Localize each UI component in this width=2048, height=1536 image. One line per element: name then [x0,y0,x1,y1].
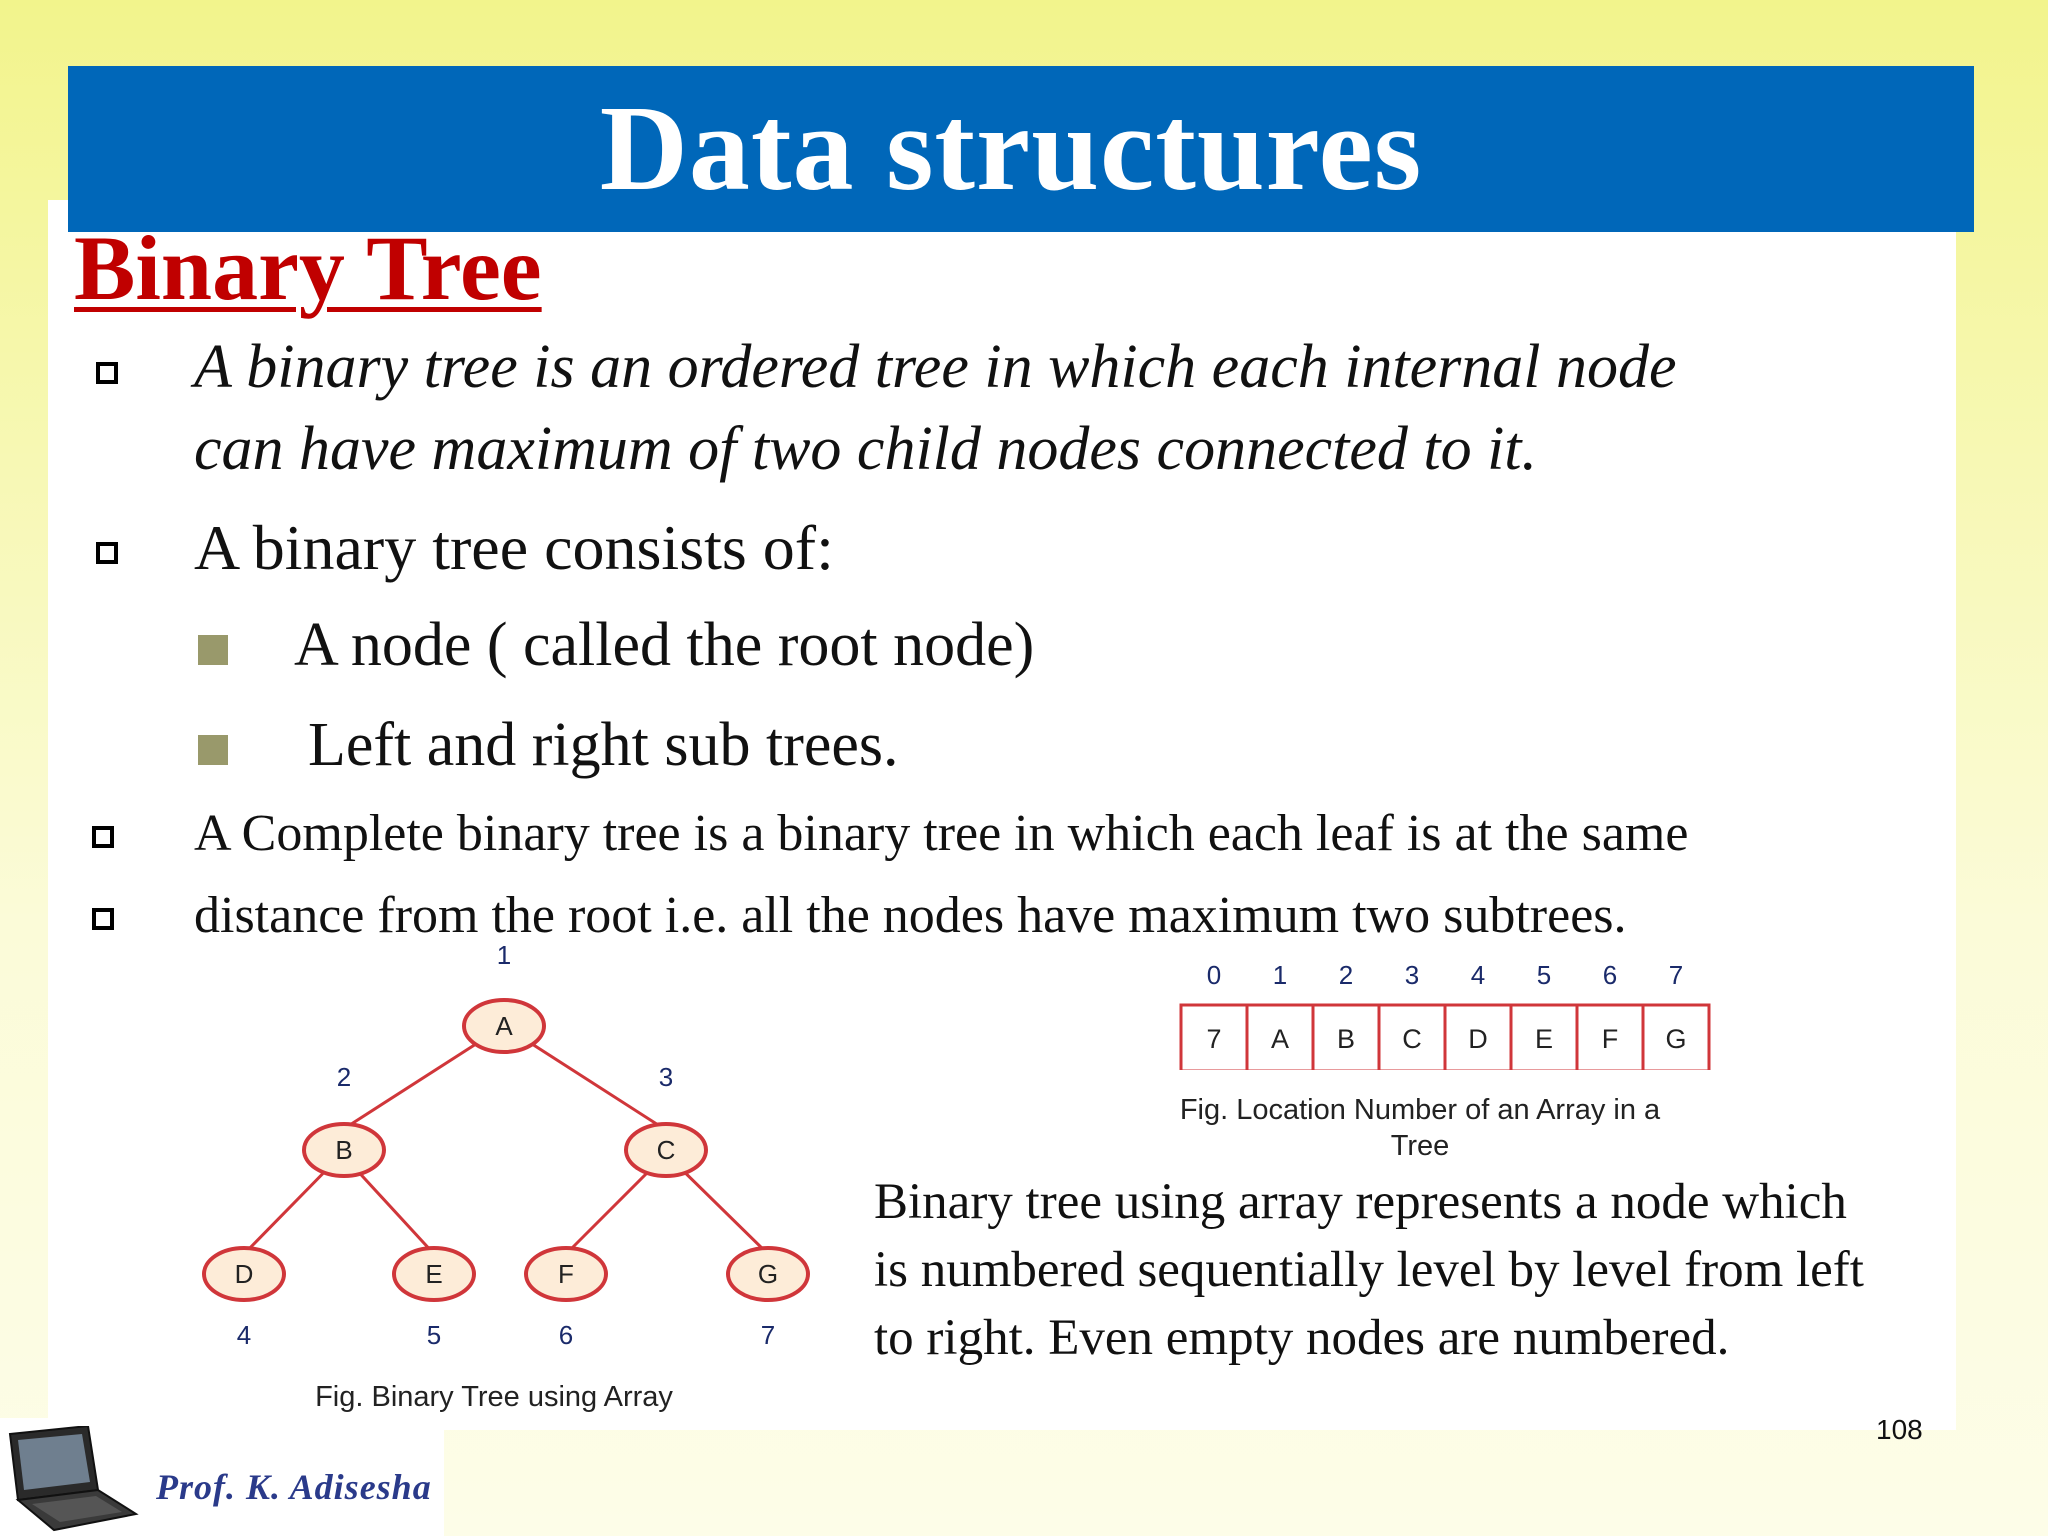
array-cell: E [1534,1024,1554,1054]
array-caption-line-2: Tree [1390,1130,1450,1162]
array-index: 0 [1206,960,1222,990]
tree-node-number: 1 [496,940,512,970]
tree-node-label: E [425,1259,443,1289]
bullet-3: A Complete binary tree is a binary tree in which each leaf is at the same [194,805,1689,862]
array-caption [1160,1092,1680,1164]
description-line-3: to right. Even empty nodes are numbered. [874,1310,1730,1366]
description-paragraph [874,1168,1984,1372]
tree-node-label: D [234,1259,254,1289]
bullet-box-icon [92,826,114,848]
tree-node-number: 4 [236,1320,252,1350]
tree-node-label: B [335,1135,353,1165]
tree-node-d [204,1248,284,1300]
description-line-1: Binary tree using array represents a node which [874,1174,1847,1230]
bullet-box-icon [96,362,118,384]
tree-node-a [464,1000,544,1052]
tree-node-c [626,1124,706,1176]
array-figure [1170,950,1720,1070]
tree-node-label: C [656,1135,676,1165]
array-cell: C [1402,1024,1422,1054]
array-cell: 7 [1206,1024,1222,1054]
bullet-4: distance from the root i.e. all the nodes have maximum two subtrees. [194,887,1627,944]
laptop-icon [2,1426,142,1536]
array-caption-line-1: Fig. Location Number of an Array in a [1179,1094,1661,1126]
bullet-1-line-1: A binary tree is an ordered tree in which each internal node [194,333,1677,401]
author-signature: Prof. K. Adisesha [156,1467,432,1507]
section-heading: Binary Tree [74,217,542,319]
sub-bullet-2: Left and right sub trees. [308,711,899,779]
sub-bullet-1: A node ( called the root node) [294,611,1035,679]
tree-node-number: 5 [426,1320,442,1350]
array-cell: F [1601,1024,1619,1054]
title-bar [68,66,1974,232]
array-index: 1 [1272,960,1288,990]
bullet-box-icon [92,908,114,930]
bullet-2: A binary tree consists of: [194,512,834,583]
bullet-1-line-2: can have maximum of two child nodes connected to it. [194,415,1538,483]
tree-node-g [728,1248,808,1300]
tree-caption: Fig. Binary Tree using Array [315,1381,673,1413]
description-line-2: is numbered sequentially level by level from left [874,1242,1864,1298]
page-number: 108 [1876,1414,1923,1445]
tree-node-number: 3 [658,1062,674,1092]
page-title: Data structures [599,81,1423,216]
tree-node-e [394,1248,474,1300]
tree-node-number: 6 [558,1320,574,1350]
array-index: 4 [1470,960,1486,990]
tree-node-label: A [495,1011,513,1041]
array-cell: A [1270,1024,1290,1054]
array-cell: D [1468,1024,1488,1054]
tree-node-f [526,1248,606,1300]
array-index: 7 [1668,960,1684,990]
tree-node-label: G [757,1259,779,1289]
binary-tree-figure [180,940,840,1420]
array-index: 2 [1338,960,1354,990]
tree-node-number: 7 [760,1320,776,1350]
array-index: 3 [1404,960,1420,990]
array-index: 6 [1602,960,1618,990]
sub-bullet-square-icon [198,735,228,765]
array-cell: B [1336,1024,1356,1054]
tree-node-label: F [558,1259,574,1289]
tree-node-b [304,1124,384,1176]
array-cell: G [1665,1024,1687,1054]
sub-bullet-square-icon [198,635,228,665]
tree-node-number: 2 [336,1062,352,1092]
bullet-box-icon [96,542,118,564]
array-index: 5 [1536,960,1552,990]
